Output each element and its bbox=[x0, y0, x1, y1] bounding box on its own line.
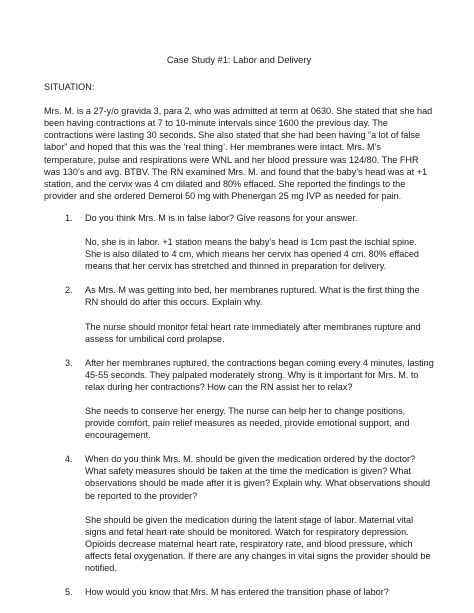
question-text: How would you know that Mrs. M has entered the transition phase of labor? bbox=[85, 587, 389, 598]
question-text: When do you think Mrs. M. should be given the medication ordered by the doctor? What safety measures should be taken at the time the medication is given? What observations should be made after it is given? Explain why. What observations should be reported to the provider? bbox=[85, 454, 431, 501]
answer-text: The nurse should monitor fetal heart rate immediately after membranes rupture and assess for umbilical cord prolapse. bbox=[85, 321, 421, 344]
question-number: 4. bbox=[65, 454, 73, 465]
question-block-2 bbox=[44, 284, 434, 344]
question-block-5 bbox=[44, 586, 434, 598]
question-text: As Mrs. M was getting into bed, her membranes ruptured. What is the first thing the RN should do after this occurs. Explain why. bbox=[85, 285, 420, 308]
answer-text: She needs to conserve her energy. The nurse can help her to change positions, provide comfort, pain relief measures as needed, provide emotional support, and encouragement. bbox=[85, 405, 410, 441]
question-number: 3. bbox=[65, 357, 73, 368]
question-text: Do you think Mrs. M is in false labor? Give reasons for your answer. bbox=[85, 212, 358, 223]
document-title: Case Study #1: Labor and Delivery bbox=[166, 55, 312, 65]
question-block-1 bbox=[44, 212, 434, 272]
answer-text: She should be given the medication during the latent stage of labor. Maternal vital signs and fetal heart rate should be monitored. Watch for respiratory depression. Opioids decrease maternal heart rate, respiratory rate, and blood pressure, which affects fetal oxygenation. If there are any changes in vital signs the provider should be notified. bbox=[85, 514, 431, 573]
question-block-4 bbox=[44, 453, 434, 574]
situation-paragraph: Mrs. M. is a 27-y/o gravida 3, para 2, who was admitted at term at 0630. She stated that she had been having contractions at 7 to 10-minute intervals since 1600 the previous day. The contractions were lasting 30 seconds. She also stated that she had been having “a lot of false labor” and hoped that this was the ‘real thing’. Her membranes were intact. Mrs. M’s temperature, pulse and respirations were WNL and her blood pressure was 124/80. The FHR was 130’s and avg. BTBV. The RN examined Mrs. M. and found that the baby’s head was at +1 station, and the cervix was 4 cm dilated and 80% effaced. She reported the findings to the provider and she ordered Demerol 50 mg with Phenergan 25 mg IVP as needed for pain. bbox=[44, 106, 433, 201]
situation-heading: SITUATION: bbox=[44, 82, 95, 93]
question-number: 2. bbox=[65, 285, 73, 296]
question-number: 1. bbox=[65, 212, 73, 223]
question-number: 5. bbox=[65, 587, 73, 598]
answer-text: No, she is in labor. +1 station means the baby’s head is 1cm past the ischial spine. She is also dilated to 4 cm, which means her cervix has opened 4 cm. 80% effaced means that her cervix has stretched and thinned in preparation for delivery. bbox=[85, 237, 419, 272]
question-text: After her membranes ruptured, the contractions began coming every 4 minutes, lasting 45-55 seconds. They palpated moderately strong. Why is it important for Mrs. M. to relax during her contractions? How can the RN assist her to relax? bbox=[85, 357, 434, 392]
question-block-3 bbox=[44, 357, 434, 442]
